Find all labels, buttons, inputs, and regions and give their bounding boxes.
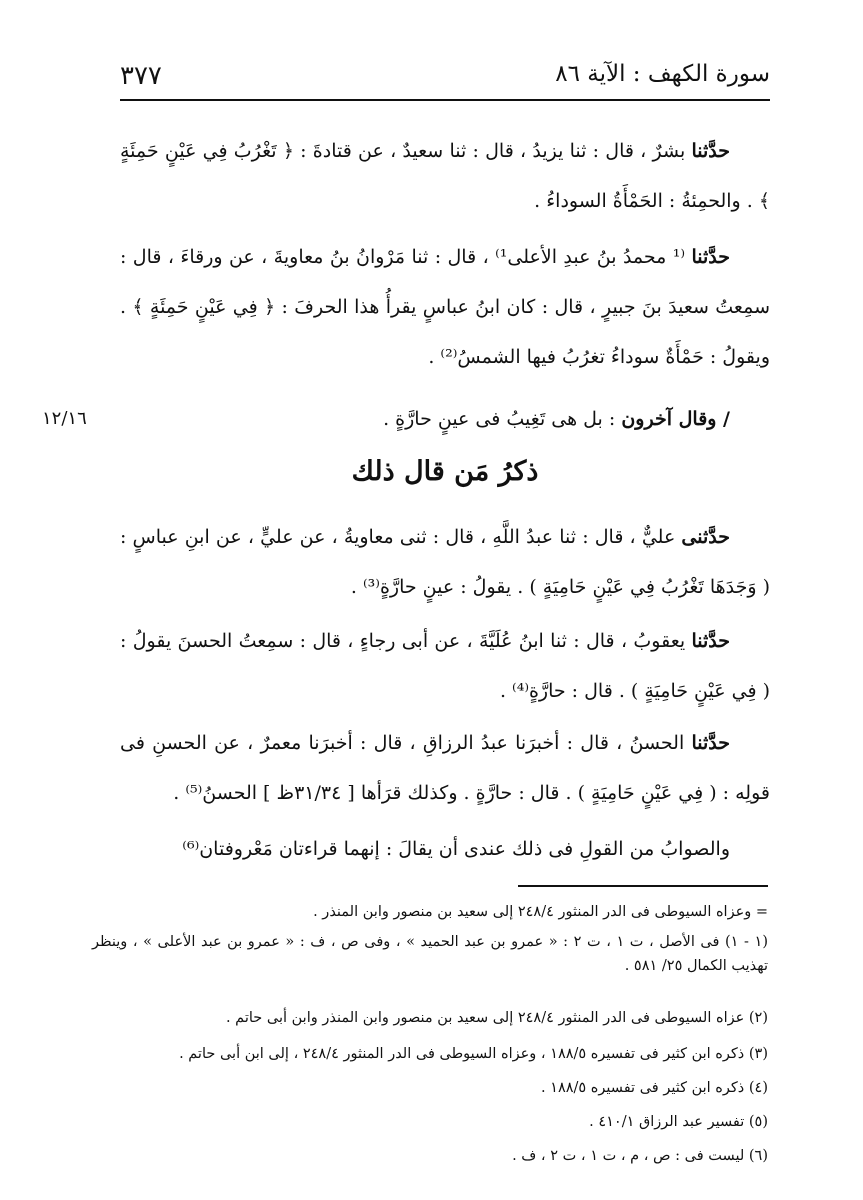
margin-reference: ١٢/١٦ — [42, 408, 87, 429]
running-head: سورة الكهف : الآية ٨٦ — [555, 61, 770, 87]
header-rule — [120, 99, 770, 101]
paragraph — [120, 718, 770, 818]
paragraph — [120, 126, 770, 226]
footnote: (٤) ذكره ابن كثير فى تفسيره ١٨٨/٥ . — [540, 1080, 768, 1096]
section-heading: ذكرُ مَن قال ذلك — [351, 456, 539, 487]
footnote: (١ - ١) فى الأصل ، ت ١ ، ت ٢ : « عمرو بن عبد الحميد » ، وفى ص ، ف : « عمرو بن عبد الأعلى » ، وينظر تهذيب الكمال ٢٥/ ٥٨١ . — [92, 934, 768, 974]
paragraph-text: الحسنُ ، قال : أخبرَنا عبدُ الرزاقِ ، قال : أخبرَنا معمرٌ ، عن الحسنِ فى قولِه : ( فِي عَيْنٍ حَامِيَةٍ ) . قال : حارَّةٍ . وكذلك قرَأها [ ٣١/٣٤ظ ] الحسنُ⁽⁵⁾ . — [120, 732, 770, 804]
paragraph — [120, 394, 770, 444]
paragraph — [120, 824, 770, 874]
footnote-rule — [518, 885, 768, 887]
paragraph-lead: حدَّثنا — [691, 140, 730, 162]
footnote: (٥) تفسير عبد الرزاق ٤١٠/١ . — [589, 1114, 768, 1130]
paragraph-text: عليٌّ ، قال : ثنا عبدُ اللَّهِ ، قال : ثنى معاويةُ ، عن عليٍّ ، عن ابنِ عباسٍ : ( وَجَدَهَا تَغْرُبُ فِي عَيْنٍ حَامِيَةٍ ) . يقولُ : عينٍ حارَّةٍ⁽³⁾ . — [120, 526, 770, 598]
paragraph-lead: حدَّثنا — [691, 732, 730, 754]
paragraph-text: بشرٌ ، قال : ثنا يزيدُ ، قال : ثنا سعيدٌ ، عن قتادةَ : ﴿ تَغْرُبُ فِي عَيْنٍ حَمِئَةٍ ﴾ . والحمِئةُ : الحَمْأَةُ السوداءُ . — [120, 140, 770, 212]
paragraph — [120, 616, 770, 716]
footnote: (٦) ليست فى : ص ، م ، ت ١ ، ت ٢ ، ف . — [512, 1148, 768, 1164]
paragraph-text: والصوابُ من القولِ فى ذلك عندى أن يقالَ : إنهما قراءتان مَعْروفتان⁽⁶⁾ — [182, 838, 730, 860]
paragraph-text: ⁽¹ محمدُ بنُ عبدِ الأعلى¹⁾ ، قال : ثنا مَرْوانُ بنُ معاويةَ ، عن ورقاءَ ، قال : سمِعتُ سعيدَ بنَ جبيرٍ ، قال : كان ابنُ عباسٍ يقرأُ هذا الحرفَ : ﴿ فِي عَيْنٍ حَمِئَةٍ ﴾ . ويقولُ : حَمْأَةٌ سوداءُ تغرُبُ فيها الشمسُ⁽²⁾ . — [120, 246, 770, 368]
paragraph — [120, 232, 770, 382]
page-header — [120, 55, 770, 105]
page-number: ٣٧٧ — [120, 61, 162, 91]
footnote: = وعزاه السيوطى فى الدر المنثور ٢٤٨/٤ إلى سعيد بن منصور وابن المنذر . — [313, 904, 768, 920]
paragraph-lead: حدَّثنا — [691, 246, 730, 268]
paragraph-lead: / وقال آخرون — [621, 408, 730, 430]
paragraph — [120, 512, 770, 612]
paragraph-lead: حدَّثنا — [691, 630, 730, 652]
paragraph-text: : بل هى تَغِيبُ فى عينٍ حارَّةٍ . — [383, 408, 622, 430]
footnote: (٢) عزاه السيوطى فى الدر المنثور ٢٤٨/٤ إلى سعيد بن منصور وابن المنذر وابن أبى حاتم . — [225, 1010, 768, 1026]
paragraph-text: يعقوبُ ، قال : ثنا ابنُ عُلَيَّةَ ، عن أبى رجاءٍ ، قال : سمِعتُ الحسنَ يقولُ : ( فِي عَيْنٍ حَامِيَةٍ ) . قال : حارَّةٍ⁽⁴⁾ . — [120, 630, 770, 702]
footnote: (٣) ذكره ابن كثير فى تفسيره ١٨٨/٥ ، وعزاه السيوطى فى الدر المنثور ٢٤٨/٤ ، إلى ابن أبى حاتم . — [179, 1046, 768, 1062]
paragraph-lead: حدَّثنى — [681, 526, 730, 548]
